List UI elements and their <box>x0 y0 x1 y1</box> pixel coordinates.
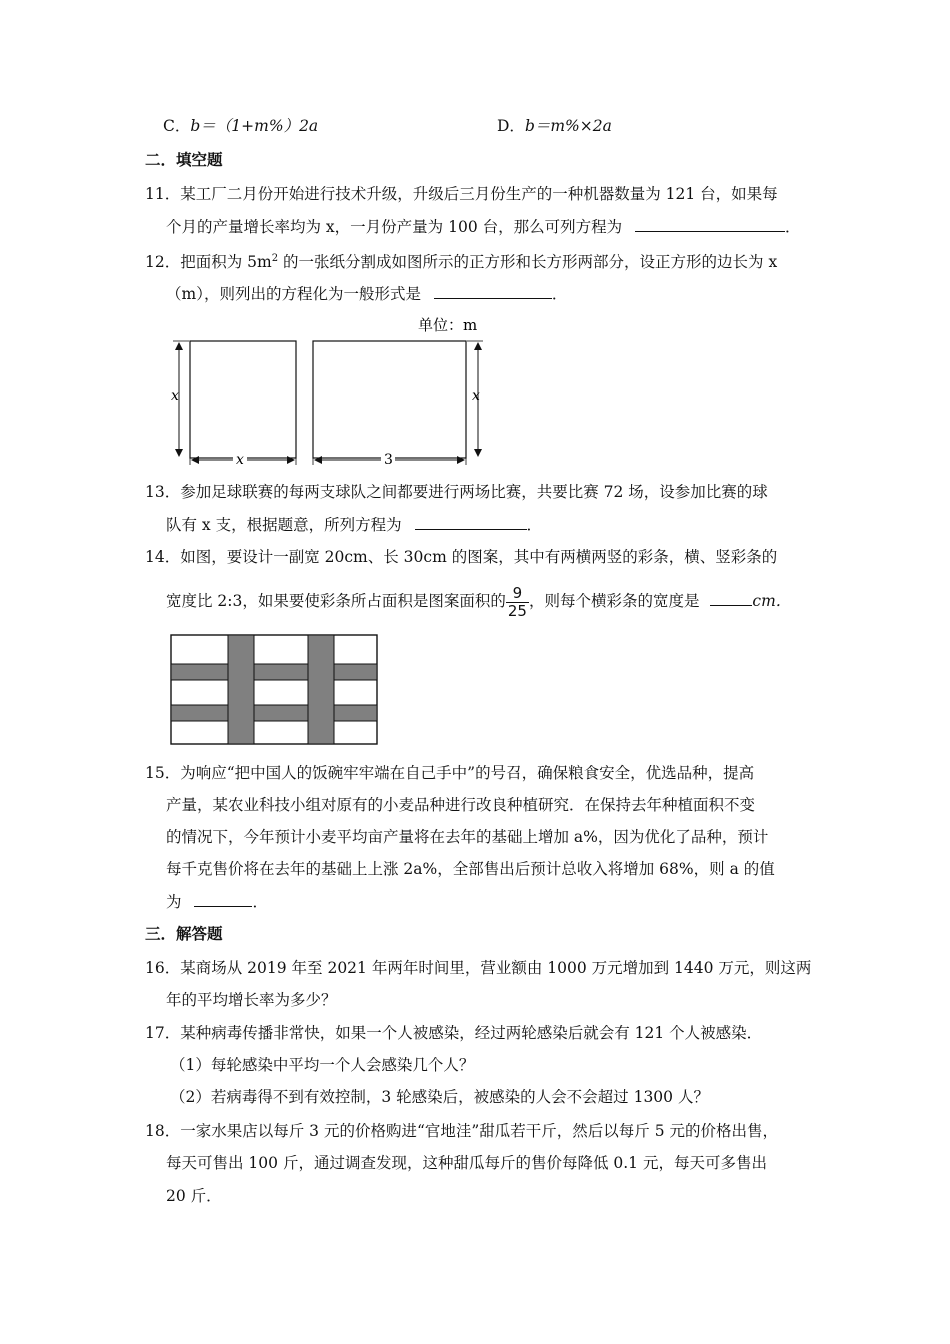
option-d <box>497 116 612 136</box>
q14-answer-blank[interactable] <box>710 590 752 606</box>
pattern-border <box>171 635 377 744</box>
q18-line3: 20 斤． <box>166 1187 222 1205</box>
q11-line1: 11．某工厂二月份开始进行技术升级，升级后三月份生产的一种机器数量为 121 台，如果每 <box>145 185 778 203</box>
q15-line3: 的情况下，今年预计小麦平均亩产量将在去年的基础上增加 a%，因为优化了品种，预计 <box>166 828 769 846</box>
q13-answer-blank[interactable] <box>415 514 527 530</box>
vertical-stripe-1 <box>228 635 254 744</box>
horizontal-stripe-1 <box>171 664 377 680</box>
option-c <box>163 116 318 136</box>
square-shape <box>190 341 296 458</box>
q17-line1: 17．某种病毒传播非常快，如果一个人被感染，经过两轮感染后就会有 121 个人被感染． <box>145 1024 763 1042</box>
rectangle-shape <box>313 341 466 458</box>
q12-unit-label: 单位：m <box>418 316 478 334</box>
q15-line2: 产量，某农业科技小组对原有的小麦品种进行改良种植研究．在保持去年种植面积不变 <box>166 796 756 814</box>
option-c-formula: b＝（1+m%）2a <box>190 117 319 135</box>
q15-text: 为 <box>166 893 182 911</box>
q11-line2: 个月的产量增长率均为 x，一月份产量为 100 台，那么可列方程为 ． <box>166 218 801 236</box>
q16-line2: 年的平均增长率为多少？ <box>166 991 337 1009</box>
q18-line1: 18．一家水果店以每斤 3 元的价格购进“官地洼”甜瓜若干斤，然后以每斤 5 元的价格出售， <box>145 1122 779 1140</box>
fraction-denominator: 25 <box>507 601 527 620</box>
q16-line1: 16．某商场从 2019 年至 2021 年两年时间里，营业额由 1000 万元增加到 1440 万元，则这两 <box>145 959 812 977</box>
q14-text-b: ，则每个横彩条的宽度是 <box>528 592 700 610</box>
q15-line4: 每千克售价将在去年的基础上上涨 2a%，全部售出后预计总收入将增加 68%，则 a 的值 <box>166 860 775 878</box>
horizontal-stripe-2 <box>171 705 377 721</box>
q15-line5: 为 ． <box>166 893 268 911</box>
q15-line1: 15．为响应“把中国人的饭碗牢牢端在自己手中”的号召，确保粮食安全，优选品种，提高 <box>145 764 755 782</box>
vertical-stripe-2 <box>308 635 334 744</box>
q12-text-2: （m），则列出的方程化为一般形式是 <box>166 285 421 303</box>
q12-figure <box>163 312 503 468</box>
q14-figure <box>170 634 380 746</box>
q11-answer-blank[interactable] <box>635 216 785 232</box>
q12-text-a: 12．把面积为 5m <box>145 253 272 272</box>
option-c-label: C． <box>163 117 191 135</box>
q18-line2: 每天可售出 100 斤，通过调查发现，这种甜瓜每斤的售价每降低 0.1 元，每天可多售出 <box>166 1154 767 1172</box>
q11-text: 个月的产量增长率均为 x，一月份产量为 100 台，那么可列方程为 <box>166 218 623 236</box>
q17-sub2: （2）若病毒得不到有效控制，3 轮感染后，被感染的人会不会超过 1300 人？ <box>170 1088 709 1106</box>
q14-fraction <box>506 585 529 620</box>
bottom-x-label: x <box>236 452 244 468</box>
q13-line2: 队有 x 支，根据题意，所列方程为 ． <box>166 516 543 534</box>
option-d-formula: b＝m%×2a <box>524 117 612 135</box>
q12-line1 <box>145 249 777 272</box>
q12-superscript: 2 <box>271 253 279 264</box>
q17-sub1: （1）每轮感染中平均一个人会感染几个人？ <box>170 1056 475 1074</box>
option-d-label: D． <box>497 117 525 135</box>
q13-line1: 13．参加足球联赛的每两支球队之间都要进行两场比赛，共要比赛 72 场，设参加比赛的球 <box>145 483 768 501</box>
right-x-label: x <box>472 388 480 404</box>
section-fill-blank-title: 二．填空题 <box>145 150 223 169</box>
q14-line2 <box>166 582 791 620</box>
fraction-numerator: 9 <box>506 585 529 603</box>
q15-answer-blank[interactable] <box>194 891 252 907</box>
q12-line2: （m），则列出的方程化为一般形式是 ． <box>166 285 568 303</box>
left-x-label: x <box>171 388 179 404</box>
q13-text: 队有 x 支，根据题意，所列方程为 <box>166 516 402 534</box>
q14-line1: 14．如图，要设计一副宽 20cm、长 30cm 的图案，其中有两横两竖的彩条，横、竖彩条的 <box>145 548 778 566</box>
q14-unit: cm． <box>752 592 792 610</box>
q12-answer-blank[interactable] <box>434 283 552 299</box>
q14-text-a: 宽度比 2:3，如果要使彩条所占面积是图案面积的 <box>166 592 506 610</box>
section-answer-title: 三．解答题 <box>145 924 223 943</box>
q12-text-b: 的一张纸分割成如图所示的正方形和长方形两部分，设正方形的边长为 x <box>278 253 778 272</box>
bottom-3-label: 3 <box>384 452 393 468</box>
